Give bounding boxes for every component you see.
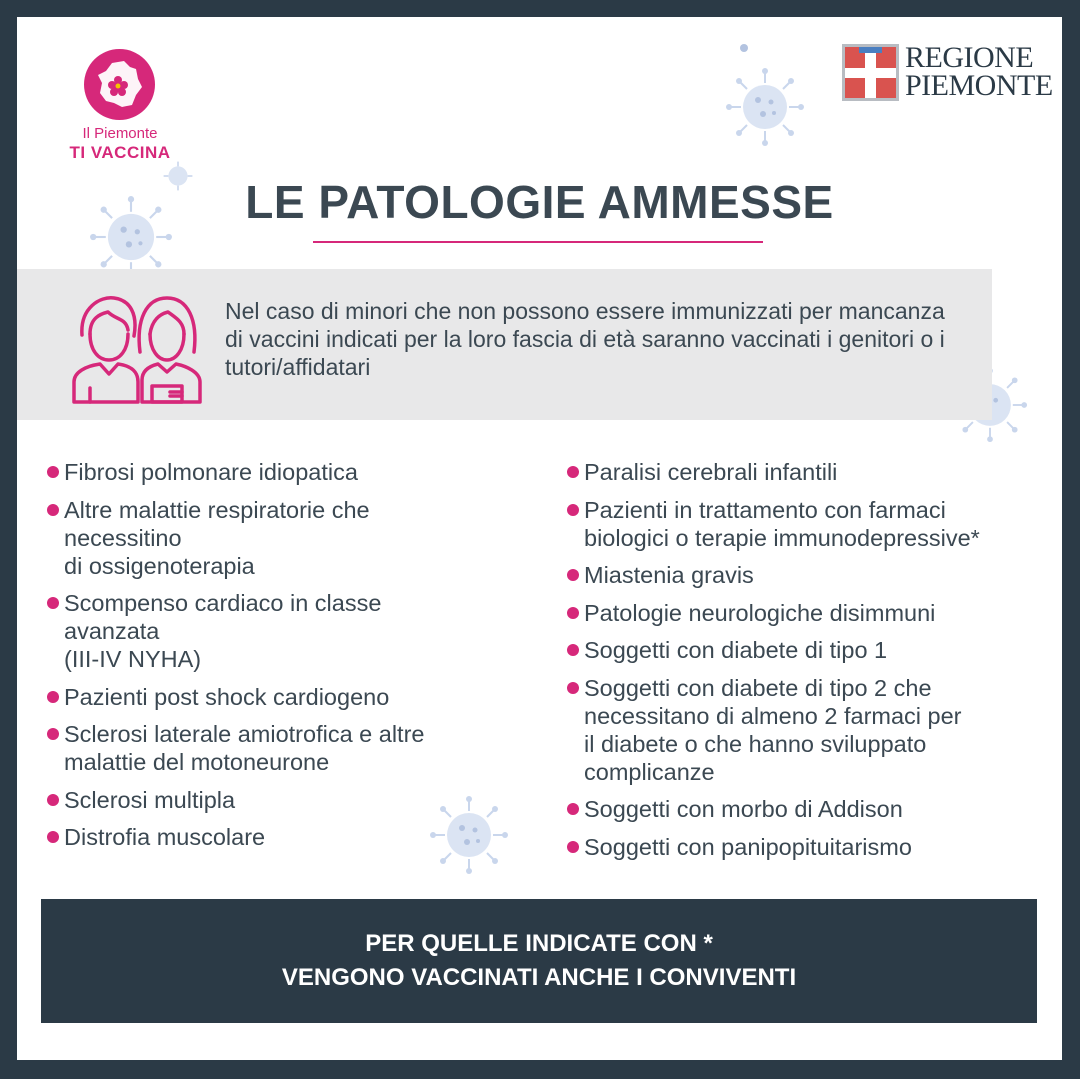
logo-text-line1: Il Piemonte <box>82 125 158 142</box>
logo-text-line2: TI VACCINA <box>69 143 171 162</box>
regione-crest-icon <box>842 44 899 101</box>
condition-text: Soggetti con morbo di Addison <box>584 796 903 822</box>
bullet-icon <box>567 803 579 815</box>
infographic-card <box>17 17 1062 1060</box>
page-title: LE PATOLOGIE AMMESSE <box>245 176 834 228</box>
condition-item <box>47 589 487 673</box>
bullet-icon <box>47 691 59 703</box>
condition-item <box>47 720 487 776</box>
bullet-icon <box>567 569 579 581</box>
region-name-line1: REGIONE <box>905 41 1034 74</box>
bullet-icon <box>567 504 579 516</box>
region-name <box>905 41 1053 102</box>
condition-item <box>567 674 1037 786</box>
condition-text: Scompenso cardiaco in classe avanzata (III-IV NYHA) <box>64 590 382 672</box>
condition-item <box>567 561 1037 589</box>
bullet-icon <box>47 728 59 740</box>
logo-badge <box>84 49 155 120</box>
condition-text: Fibrosi polmonare idiopatica <box>64 459 358 485</box>
condition-item <box>47 823 487 851</box>
bullet-icon <box>567 644 579 656</box>
region-name-line2: PIEMONTE <box>905 69 1053 102</box>
condition-text: Altre malattie respiratorie che necessitino di ossigenoterapia <box>64 496 370 579</box>
condition-item <box>567 496 1037 552</box>
bullet-icon <box>47 597 59 609</box>
virus-icon <box>725 67 805 147</box>
piemonte-map-icon <box>84 49 155 120</box>
conditions-list-right <box>567 458 1037 870</box>
bullet-icon <box>47 831 59 843</box>
parents-icon <box>72 290 202 405</box>
condition-text: Paralisi cerebrali infantili <box>584 459 838 485</box>
condition-text: Patologie neurologiche disimmuni <box>584 599 936 626</box>
condition-item <box>47 496 487 580</box>
condition-text: Sclerosi multipla <box>64 786 236 813</box>
bullet-icon <box>47 466 59 478</box>
virus-dot-icon <box>738 42 750 54</box>
intro-text: Nel caso di minori che non possono essere immunizzati per mancanza di vaccini indicati per la loro fascia di età saranno vaccinati i genitori o i tutori/affidatari <box>225 298 945 380</box>
condition-item <box>567 458 1037 486</box>
footer-line1: PER QUELLE INDICATE CON * <box>365 930 713 957</box>
bullet-icon <box>47 794 59 806</box>
footer-line2: VENGONO VACCINATI ANCHE I CONVIVENTI <box>281 964 797 991</box>
condition-text: Pazienti in trattamento con farmaci biologici o terapie immunodepressive* <box>584 496 980 551</box>
condition-item <box>567 636 1037 664</box>
condition-text: Soggetti con diabete di tipo 2 che necessitano di almeno 2 farmaci per il diabete o che hanno sviluppato complicanze <box>584 674 962 785</box>
condition-text: Distrofia muscolare <box>64 824 266 850</box>
condition-text: Soggetti con panipopituitarismo <box>584 833 912 860</box>
footer-banner <box>41 899 1037 1023</box>
condition-item <box>567 795 1037 823</box>
bullet-icon <box>47 504 59 516</box>
conditions-list-left <box>47 458 487 861</box>
regione-piemonte-logo <box>842 41 1053 104</box>
piemonte-ti-vaccina-logo <box>65 33 175 168</box>
condition-item <box>567 599 1037 627</box>
condition-item <box>47 458 487 486</box>
condition-text: Pazienti post shock cardiogeno <box>64 683 390 710</box>
condition-text: Miastenia gravis <box>584 562 754 588</box>
bullet-icon <box>567 682 579 694</box>
condition-text: Sclerosi laterale amiotrofica e altre malattie del motoneurone <box>64 721 425 775</box>
bullet-icon <box>567 466 579 478</box>
bullet-icon <box>567 841 579 853</box>
bullet-icon <box>567 607 579 619</box>
condition-item <box>567 833 1037 861</box>
condition-item <box>47 786 487 814</box>
condition-item <box>47 683 487 711</box>
title-divider <box>313 241 763 243</box>
condition-text: Soggetti con diabete di tipo 1 <box>584 637 888 663</box>
